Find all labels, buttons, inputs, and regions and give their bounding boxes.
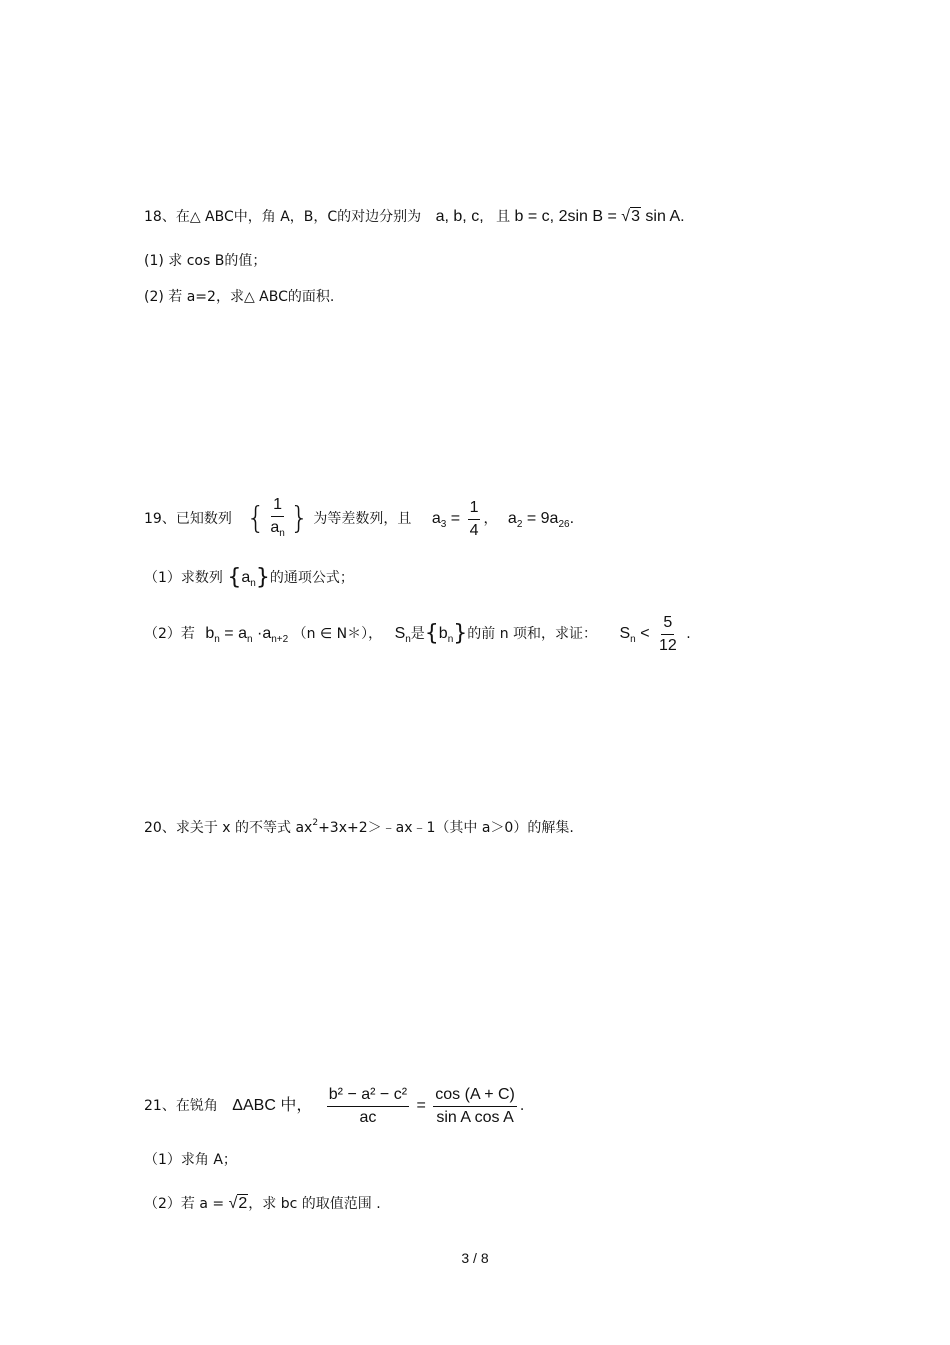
q18-prefix: 18、在△ ABC中，角 A，B，C的对边分别为 — [144, 209, 422, 225]
left-brace-icon: { — [227, 565, 242, 590]
q19-a3: $a_3$ = — [431, 510, 461, 530]
q19-a2: $a_2 = 9a_{26}$. — [507, 510, 575, 530]
left-brace-icon: { — [424, 621, 439, 646]
q18-sides: a, b, c, — [435, 208, 484, 225]
q20-stem: 20、求关于 x 的不等式 $ax^2+3x+2>﹣ax﹣1$（其中 a＞0）的解集. — [144, 818, 574, 836]
q18-stem — [144, 207, 685, 227]
left-brace-icon: { — [246, 501, 266, 536]
q19-part2: （2）若 $b_n = a_n \cdot a_{n+2}$ （n ∈ N＊）， $S_n$是$\{b_n\}$的前 n 项和，求证： $S_n$ < $\frac{5}{12}$ . — [144, 613, 691, 654]
q19-frac: $\frac{1}{a_n}$ — [270, 495, 285, 539]
q19-prefix: 19、已知数列 — [144, 511, 232, 527]
q18-sqrt: √3 — [621, 208, 640, 225]
right-brace-icon: } — [255, 565, 270, 590]
right-brace-icon: } — [289, 501, 309, 536]
q21-sqrt: √2 — [228, 1195, 248, 1212]
q21-part1: （1）求角 A； — [144, 1152, 237, 1168]
q21-part2: （2）若 a = √2，求 bc 的取值范围 . — [144, 1195, 381, 1212]
q19-stem: 19、已知数列 { $\frac{1}{a_n}$ } 为等差数列，且 $a_3$ = $\frac{1}{4}$ ， $a_2 = 9a_{26}$. — [144, 495, 574, 549]
q18-cond-pre: 且 — [496, 209, 511, 225]
page-number: 3 / 8 — [461, 1250, 489, 1266]
q19-quarter: $\frac{1}{4}$ — [469, 498, 479, 539]
q21-stem: 21、在锐角 ΔABC 中， $\frac{\text{b² − a² − c²}}{ac}$ = $\frac{\cos (A + C)}{\text{sin A cos A}}$ . — [144, 1085, 525, 1126]
right-brace-icon: } — [453, 621, 468, 646]
q18-part1: (1) 求 cos B的值； — [144, 253, 267, 269]
q18-cond-end: sin A. — [645, 208, 685, 225]
q19-part1: （1）求数列 $\{a_n\}$的通项公式； — [144, 565, 354, 590]
q19-mid: 为等差数列，且 — [313, 511, 412, 527]
q18-cond-eq: b = c, 2sin B = — [514, 208, 617, 225]
q21-rhs-frac: $\frac{\cos (A + C)}{\text{sin A cos A}}$ — [435, 1085, 515, 1126]
q18-part2: (2) 若 a=2，求△ ABC的面积. — [144, 289, 335, 305]
q21-lhs-frac: $\frac{\text{b² − a² − c²}}{ac}$ — [328, 1085, 408, 1126]
q19-bound-frac: $\frac{5}{12}$ — [658, 613, 677, 654]
